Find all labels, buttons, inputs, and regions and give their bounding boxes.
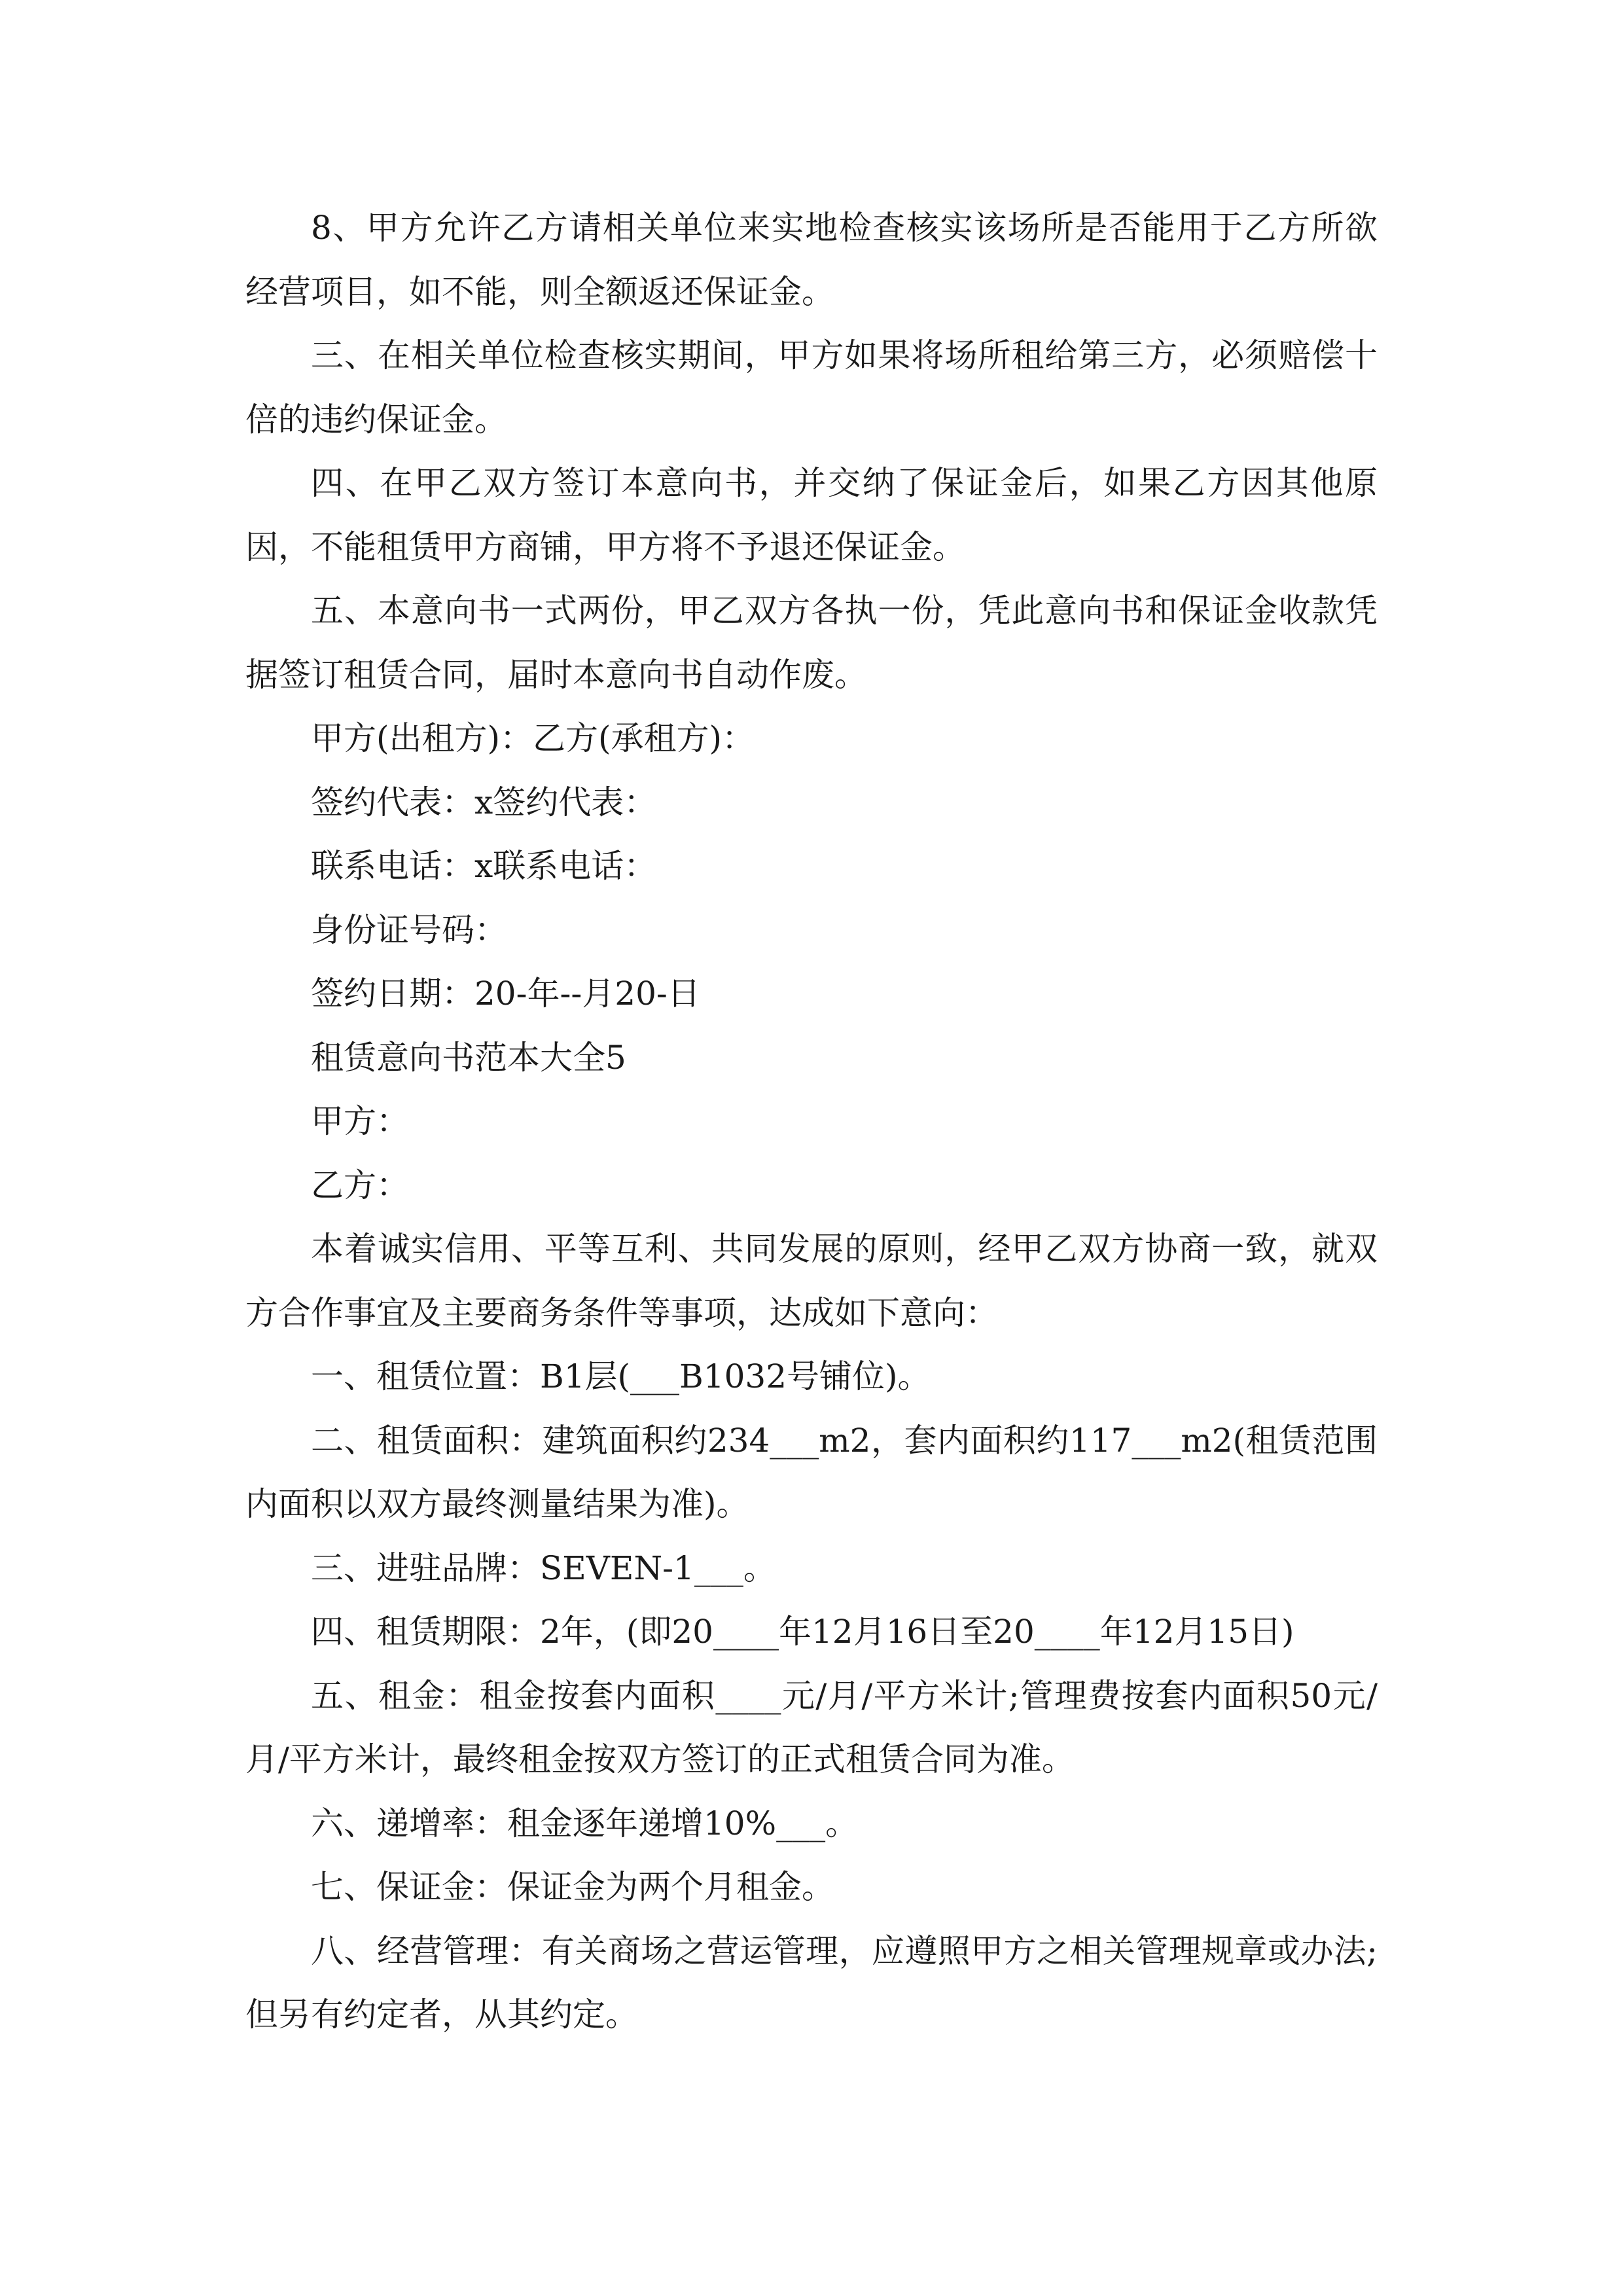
clause-8-permit-inspection: 8、甲方允许乙方请相关单位来实地检查核实该场所是否能用于乙方所欲经营项目，如不能，则全额返还保证金。 [245,209,1378,311]
party-b-line: 乙方： [311,1166,409,1204]
template-title: 租赁意向书范本大全5 [311,1038,626,1077]
sign-date-line: 签约日期：20-年--月20-日 [311,975,700,1013]
item-3-brand: 三、进驻品牌：SEVEN-1___。 [311,1549,776,1587]
id-number-line: 身份证号码： [311,910,507,949]
clause-5-copies: 五、本意向书一式两份，甲乙双方各执一份，凭此意向书和保证金收款凭据签订租赁合同，届时本意向书自动作废。 [245,592,1378,694]
item-5-rent: 五、租金：租金按套内面积____元/月/平方米计;管理费按套内面积50元/月/平方米计，最终租金按双方签订的正式租赁合同为准。 [245,1676,1378,1778]
item-8-management: 八、经营管理：有关商场之营运管理，应遵照甲方之相关管理规章或办法;但另有约定者，从其约定。 [245,1931,1378,2034]
clause-3-breach-penalty: 三、在相关单位检查核实期间，甲方如果将场所租给第三方，必须赔偿十倍的违约保证金。 [245,336,1378,439]
parties-line: 甲方(出租方)：乙方(承租方)： [311,719,755,757]
clause-4-deposit-forfeit: 四、在甲乙双方签订本意向书，并交纳了保证金后，如果乙方因其他原因，不能租赁甲方商铺，甲方将不予退还保证金。 [245,464,1378,566]
item-1-location: 一、租赁位置：B1层(___B1032号铺位)。 [311,1357,931,1395]
preamble: 本着诚实信用、平等互利、共同发展的原则，经甲乙双方协商一致，就双方合作事宜及主要商务条件等事项，达成如下意向： [245,1230,1378,1332]
item-7-deposit: 七、保证金：保证金为两个月租金。 [311,1868,834,1906]
item-4-term: 四、租赁期限：2年，(即20____年12月16日至20____年12月15日) [311,1613,1294,1651]
party-a-line: 甲方： [311,1102,409,1140]
representative-line: 签约代表：x签约代表： [311,783,657,821]
item-6-increase-rate: 六、递增率：租金逐年递增10%___。 [311,1804,859,1842]
phone-line: 联系电话：x联系电话： [311,847,657,885]
item-2-area: 二、租赁面积：建筑面积约234___m2，套内面积约117___m2(租赁范围内面积以双方最终测量结果为准)。 [245,1421,1378,1523]
document-body [245,196,1378,2047]
